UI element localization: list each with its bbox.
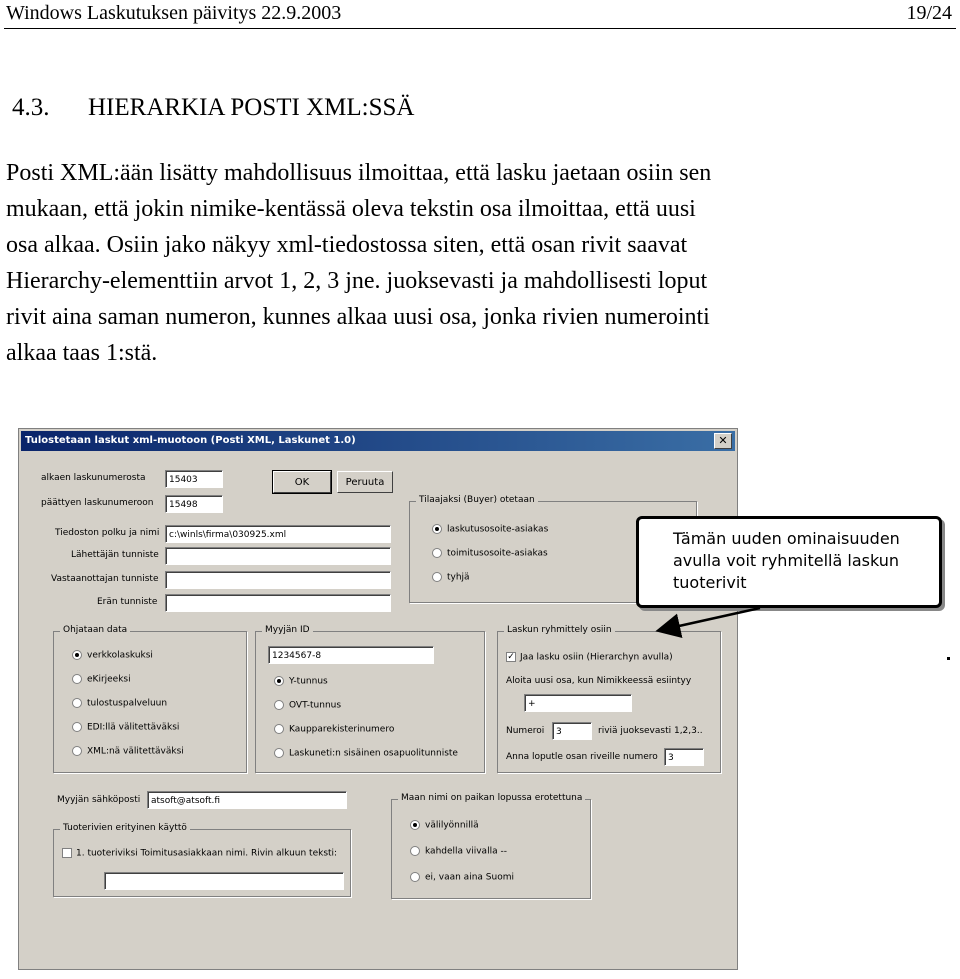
paragraph-line: mukaan, että jokin nimike-kentässä oleva tekstin osa ilmoittaa, että uusi	[6, 196, 696, 222]
stray-mark	[947, 657, 950, 660]
paragraph-line: Posti XML:ään lisätty mahdollisuus ilmoittaa, että lasku jaetaan osiin sen	[6, 160, 712, 186]
paragraph-line: Hierarchy-elementtiin arvot 1, 2, 3 jne. juoksevasti ja mahdollisesti loput	[6, 268, 708, 294]
end-number-label: päättyen laskunumeroon	[41, 498, 154, 508]
cancel-button[interactable]: Peruuta	[337, 471, 393, 493]
checkbox-checked-icon: ✓	[507, 652, 515, 662]
dialog-title: Tulostetaan laskut xml-muotoon (Posti XML, Laskunet 1.0)	[25, 435, 356, 446]
seller-id-option-label: Kaupparekisterinumero	[289, 724, 395, 735]
paragraph-line: alkaa taas 1:stä.	[6, 340, 158, 366]
callout-line: tuoterivit	[673, 573, 747, 592]
close-icon[interactable]: ✕	[714, 433, 732, 449]
seller-id-field[interactable]: 1234567-8	[268, 646, 434, 664]
paragraph-line: osa alkaa. Osiin jako näkyy xml-tiedostossa siten, että osan rivit saavat	[6, 232, 688, 258]
email-label: Myyjän sähköposti	[57, 795, 141, 805]
buyer-option-label: tyhjä	[447, 572, 470, 583]
buyer-option-label: laskutusosoite-asiakas	[447, 524, 549, 535]
paragraph-line: rivit aina saman numeron, kunnes alkaa uusi osa, jonka rivien numerointi	[6, 304, 710, 330]
country-option-label: välilyönnillä	[425, 820, 479, 831]
seller-id-option-label: Laskuneti:n sisäinen osapuolitunniste	[289, 748, 458, 759]
route-option-label: eKirjeeksi	[87, 674, 131, 685]
receiver-label: Vastaanottajan tunniste	[51, 574, 159, 584]
route-option-label: XML:nä välitettäväksi	[87, 746, 184, 757]
section-number: 4.3.	[12, 94, 50, 121]
usage-checkbox-label: 1. tuoteriviksi Toimitusasiakkaan nimi. Rivin alkuun teksti:	[76, 848, 338, 859]
email-field[interactable]: atsoft@atsoft.fi	[147, 791, 347, 809]
seller-id-option-label: Y-tunnus	[289, 676, 328, 687]
route-option-label: verkkolaskuksi	[87, 650, 153, 661]
country-option-label: ei, vaan aina Suomi	[425, 872, 514, 883]
start-number-field[interactable]: 15403	[165, 470, 223, 488]
country-option-label: kahdella viivalla --	[425, 846, 507, 857]
buyer-group-title: Tilaajaksi (Buyer) otetaan	[416, 495, 538, 505]
ok-button[interactable]: OK	[273, 471, 331, 493]
seller-id-group-title: Myyjän ID	[262, 625, 313, 635]
section-title: HIERARKIA POSTI XML:SSÄ	[88, 94, 415, 121]
grouping-group-title: Laskun ryhmittely osiin	[504, 625, 615, 635]
file-path-field[interactable]: c:\winls\firma\030925.xml	[165, 525, 391, 543]
start-number-label: alkaen laskunumerosta	[41, 473, 146, 483]
page-number: 19/24	[906, 2, 952, 24]
numbering-field[interactable]: 3	[552, 722, 592, 740]
numbering-label: Numeroi	[506, 726, 545, 736]
grouping-checkbox-label: Jaa lasku osiin (Hierarchyn avulla)	[520, 652, 673, 663]
batch-label: Erän tunniste	[97, 597, 158, 607]
grouping-start-field[interactable]: +	[524, 694, 632, 712]
country-group-title: Maan nimi on paikan lopussa erotettuna	[398, 793, 585, 803]
header-title: Windows Laskutuksen päivitys 22.9.2003	[6, 2, 342, 24]
seller-id-option-label: OVT-tunnus	[289, 700, 342, 711]
rest-number-label: Anna loputle osan riveille numero	[506, 752, 658, 762]
callout-line: avulla voit ryhmitellä laskun	[673, 551, 900, 570]
file-path-label: Tiedoston polku ja nimi	[55, 528, 160, 538]
callout-line: Tämän uuden ominaisuuden	[673, 529, 900, 548]
buyer-option-label: toimitusosoite-asiakas	[447, 548, 548, 559]
numbering-suffix: riviä juoksevasti 1,2,3..	[598, 726, 703, 736]
end-number-field[interactable]: 15498	[165, 495, 223, 513]
rest-number-field[interactable]: 3	[664, 748, 704, 766]
sender-label: Lähettäjän tunniste	[71, 550, 159, 560]
route-option-label: tulostuspalveluun	[87, 698, 168, 709]
route-group-title: Ohjataan data	[60, 625, 130, 635]
grouping-start-label: Aloita uusi osa, kun Nimikkeessä esiintyy	[506, 676, 692, 686]
route-option-label: EDI:llä välitettäväksi	[87, 722, 180, 733]
usage-group-title: Tuoterivien erityinen käyttö	[60, 823, 190, 833]
